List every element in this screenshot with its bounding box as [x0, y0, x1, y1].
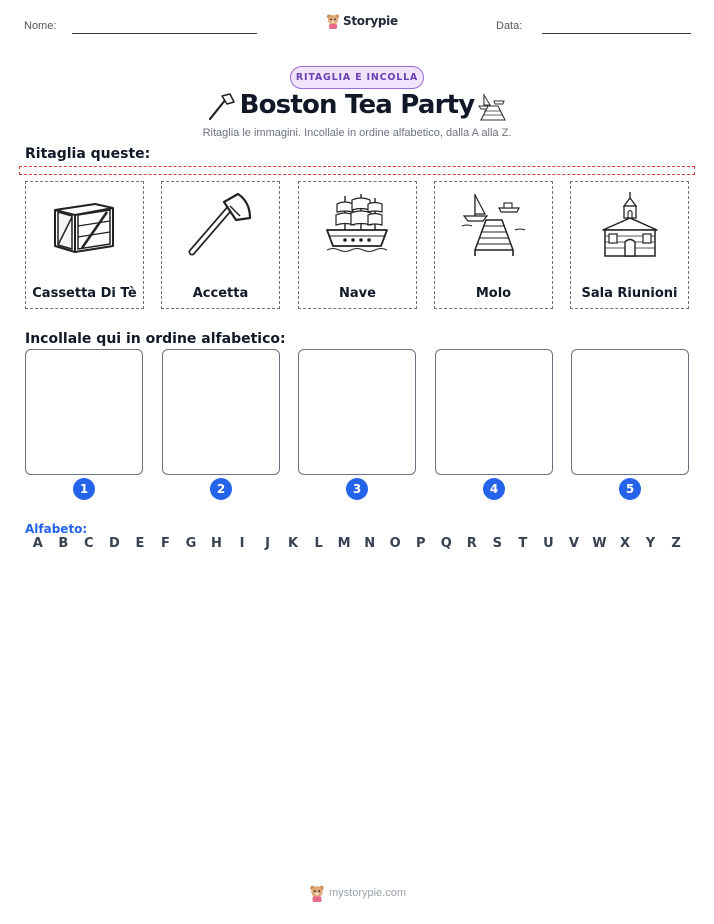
alphabet-letter: D [108, 536, 120, 551]
cut-card-meeting-house[interactable] [570, 181, 689, 309]
brand-logo [326, 13, 398, 29]
alphabet-letter: P [415, 536, 426, 551]
alphabet-letter: K [288, 536, 299, 551]
page-title: Boston Tea Party [239, 90, 475, 120]
paste-heading: Incollale qui in ordine alfabetico: [25, 331, 286, 347]
slot-number-4: 4 [483, 478, 505, 500]
alphabet-letter: X [619, 536, 630, 551]
paste-slot-5[interactable] [571, 349, 689, 475]
crate-icon [50, 190, 120, 260]
alphabet-letter: M [337, 536, 351, 551]
footer-url[interactable]: mystorypie.com [329, 887, 407, 899]
card-label: Nave [339, 286, 376, 301]
instructions: Ritaglia le immagini. Incollale in ordine alfabetico, dalla A alla Z. [202, 127, 512, 139]
cut-line [19, 166, 695, 175]
alphabet-letter: V [568, 536, 579, 551]
alphabet-letter: I [239, 536, 245, 551]
ship-icon [323, 190, 393, 260]
slot-number-1: 1 [73, 478, 95, 500]
alphabet-letter: S [492, 536, 503, 551]
alphabet-letter: W [592, 536, 607, 551]
alphabet-letter: Q [440, 536, 452, 551]
bear-mascot-icon [309, 884, 325, 902]
paste-slot-2[interactable] [162, 349, 280, 475]
alphabet-letter: Z [671, 536, 681, 551]
alphabet-letter: U [543, 536, 554, 551]
paste-slot-3[interactable] [298, 349, 416, 475]
slot-number-2: 2 [210, 478, 232, 500]
card-label: Cassetta Di Tè [32, 286, 137, 301]
meeting-house-icon [595, 190, 665, 260]
pier-icon [459, 190, 529, 260]
hatchet-icon [186, 190, 256, 260]
alphabet-letter: B [58, 536, 69, 551]
cut-card-ship[interactable] [298, 181, 417, 309]
alphabet-letter: T [518, 536, 528, 551]
cut-heading: Ritaglia queste: [25, 146, 151, 162]
alphabet-letter: J [265, 536, 270, 551]
alphabet-letter: C [84, 536, 94, 551]
alphabet-letter: G [185, 536, 197, 551]
alphabet-letter: E [135, 536, 145, 551]
alphabet-letter: R [466, 536, 477, 551]
card-label: Accetta [192, 286, 249, 301]
card-label: Molo [475, 286, 512, 301]
alphabet-letter: N [364, 536, 376, 551]
alphabet-letter: Y [645, 536, 656, 551]
paste-slot-1[interactable] [25, 349, 143, 475]
name-field-line[interactable] [72, 33, 257, 34]
alphabet-letter: H [211, 536, 222, 551]
slot-number-5: 5 [619, 478, 641, 500]
alphabet-row [25, 536, 689, 551]
alphabet-title: Alfabeto: [25, 522, 88, 536]
alphabet-letter: L [314, 536, 323, 551]
date-field-line[interactable] [542, 33, 691, 34]
card-label: Sala Riunioni [581, 286, 678, 301]
alphabet-letter: A [32, 536, 43, 551]
name-label: Nome: [24, 20, 57, 32]
activity-badge: RITAGLIA E INCOLLA [290, 66, 424, 89]
alphabet-letter: F [160, 536, 170, 551]
paste-slot-4[interactable] [435, 349, 553, 475]
slot-number-3: 3 [346, 478, 368, 500]
brand-name: Storypie [343, 14, 398, 28]
cut-card-crate[interactable] [25, 181, 144, 309]
alphabet-letter: O [389, 536, 401, 551]
bear-mascot-icon [326, 13, 340, 29]
date-label: Data: [496, 20, 523, 32]
cut-card-pier[interactable] [434, 181, 553, 309]
cut-card-hatchet[interactable] [161, 181, 280, 309]
footer [309, 884, 406, 902]
